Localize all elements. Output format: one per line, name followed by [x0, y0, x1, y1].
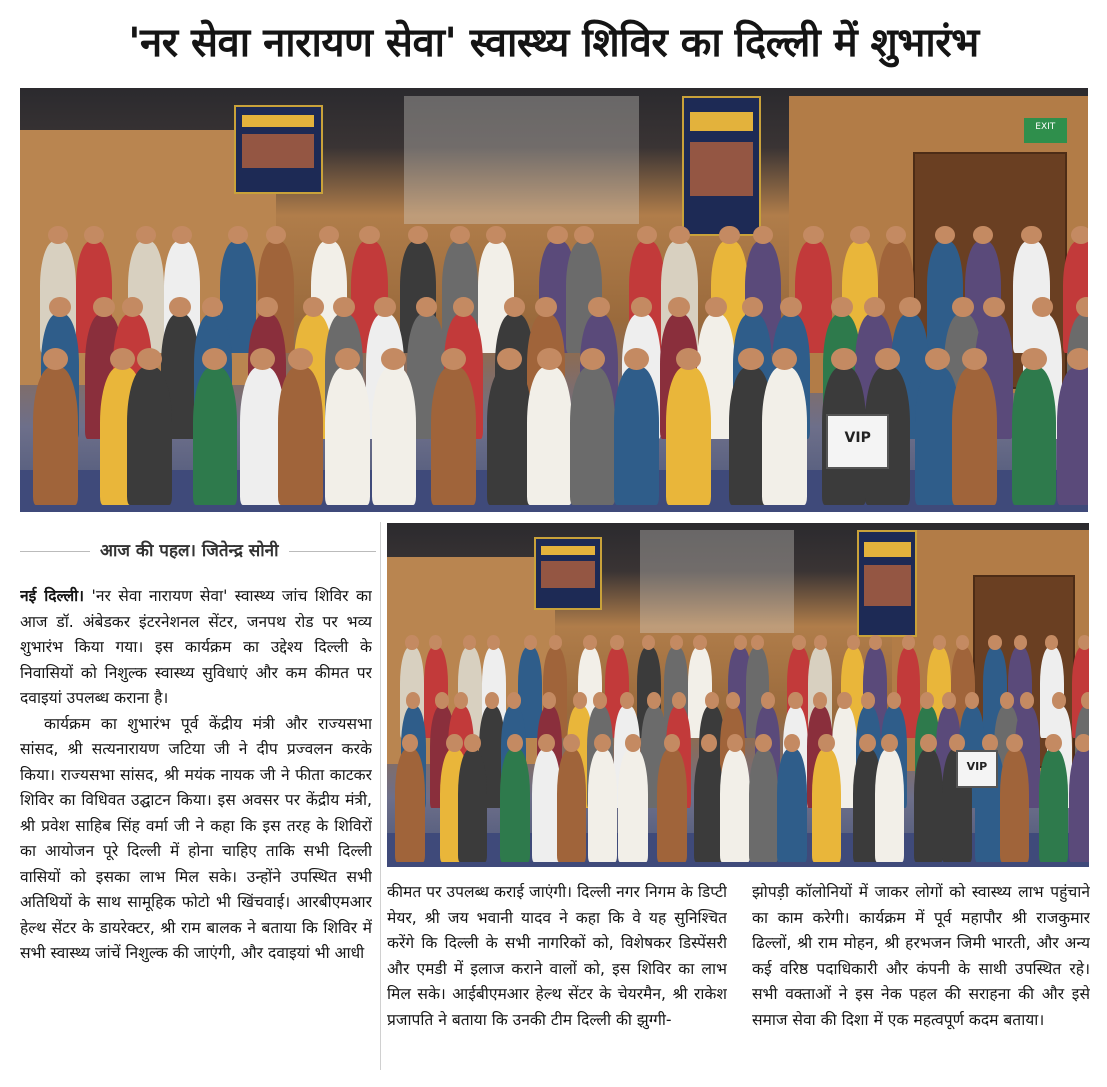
person-head	[266, 226, 286, 244]
person-head	[813, 692, 827, 708]
person-head	[359, 226, 379, 244]
article-column-3	[752, 880, 1090, 1076]
person-head	[464, 734, 481, 752]
person-head	[676, 348, 701, 370]
person-head	[335, 348, 360, 370]
person-figure	[914, 749, 943, 862]
person-head	[859, 734, 876, 752]
person-head	[441, 348, 466, 370]
article-column-2-text: कीमत पर उपलब्ध कराई जाएंगी। दिल्ली नगर निगम के डिप्टी मेयर, श्री जय भवानी यादव ने कहा कि वे यह सुनिश्चित करेंगे कि दिल्ली के सभी नागरिकों को, विशेषकर डिस्पेंसरी और एमडी में इलाज कराने वालों को, इस शिविर का लाभ मिल सके। आईबीएमआर हेल्थ सेंटर के चेयरमैन, श्री राकेश प्रजापति ने बताया कि उनकी टीम दिल्ली की झुग्गी-	[387, 883, 727, 1029]
person-head	[137, 348, 162, 370]
person-head	[814, 635, 827, 650]
person-figure	[777, 749, 806, 862]
person-head	[935, 226, 955, 244]
person-figure	[527, 367, 572, 506]
person-head	[1020, 692, 1034, 708]
person-head	[983, 297, 1005, 317]
person-figure	[33, 367, 78, 506]
person-head	[538, 734, 555, 752]
person-head	[49, 297, 71, 317]
vip-sign: VIP	[956, 750, 999, 788]
person-head	[1078, 635, 1089, 650]
exit-sign: EXIT	[1024, 118, 1067, 143]
person-head	[416, 297, 438, 317]
person-figure	[325, 367, 370, 506]
person-head	[949, 734, 966, 752]
person-figure	[1057, 367, 1088, 506]
person-head	[625, 734, 642, 752]
person-head	[965, 692, 979, 708]
article-paragraph-2: कार्यक्रम का शुभारंभ पूर्व केंद्रीय मंत्री और राज्यसभा सांसद, श्री सत्यनारायण जटिया जी ने दीप प्रज्वलन करके किया। राज्यसभा सांसद, श्री मयंक नायक जी ने फीता काटकर शिविर का विधिवत उद्घाटन किया। इस अवसर पर केंद्रीय मंत्री, श्री प्रवेश साहिब सिंह वर्मा जी ने कहा कि इस तरह के शिविरों का आयोजन पूरे दिल्ली में होना चाहिए ताकि सभी दिल्ली वासियों को इसका लाभ मिल सके। उन्होंने उपस्थित सभी अतिथियों के साथ सामूहिक फोटो भी खिंचवाई। आरबीएमआर हेल्थ सेंटर के डायरेक्टर, श्री राम बालक ने बताया कि शिविर में सभी स्वास्थ्य जांचें निशुल्क की जाएंगी, और दवाइयां भी आधी	[20, 714, 372, 962]
person-head	[333, 297, 355, 317]
person-figure	[875, 749, 904, 862]
person-head	[647, 692, 661, 708]
person-head	[453, 297, 475, 317]
person-head	[751, 635, 764, 650]
person-head	[485, 692, 499, 708]
person-head	[507, 692, 521, 708]
person-head	[902, 635, 915, 650]
person-head	[726, 692, 740, 708]
person-head	[110, 348, 135, 370]
byline-block	[20, 534, 376, 570]
person-head	[920, 692, 934, 708]
person-head	[920, 734, 937, 752]
person-head	[1006, 734, 1023, 752]
person-figure	[278, 367, 323, 506]
person-head	[672, 692, 686, 708]
person-head	[701, 734, 718, 752]
person-head	[670, 635, 683, 650]
person-head	[642, 635, 655, 650]
person-head	[887, 692, 901, 708]
person-head	[573, 692, 587, 708]
person-head	[547, 226, 567, 244]
person-figure	[557, 749, 586, 862]
person-head	[956, 635, 969, 650]
person-head	[535, 297, 557, 317]
person-head	[1052, 692, 1066, 708]
person-figure	[127, 367, 172, 506]
person-head	[784, 734, 801, 752]
person-figure	[749, 749, 778, 862]
person-head	[719, 226, 739, 244]
person-head	[463, 635, 476, 650]
crowd	[387, 599, 1089, 867]
headline: 'नर सेवा नारायण सेवा' स्वास्थ्य शिविर का दिल्ली में शुभारंभ	[128, 20, 979, 66]
person-head	[1045, 734, 1062, 752]
person-head	[435, 692, 449, 708]
person-head	[942, 692, 956, 708]
person-head	[1000, 692, 1014, 708]
person-head	[693, 635, 706, 650]
person-head	[250, 348, 275, 370]
person-head	[374, 297, 396, 317]
column-rule	[380, 522, 381, 1070]
person-head	[136, 226, 156, 244]
person-head	[588, 297, 610, 317]
person-head	[504, 297, 526, 317]
person-head	[610, 635, 623, 650]
person-head	[172, 226, 192, 244]
person-head	[202, 348, 227, 370]
person-figure	[588, 749, 617, 862]
person-figure	[1000, 749, 1029, 862]
person-figure	[618, 749, 647, 862]
person-head	[450, 226, 470, 244]
vip-sign: VIP	[826, 414, 889, 469]
article-paragraph-1	[20, 584, 372, 712]
person-figure	[500, 749, 529, 862]
person-head	[406, 692, 420, 708]
person-head	[542, 692, 556, 708]
person-figure	[952, 367, 997, 506]
person-head	[487, 635, 500, 650]
person-head	[93, 297, 115, 317]
person-figure	[614, 367, 659, 506]
crowd	[20, 181, 1088, 512]
person-figure	[1012, 367, 1057, 506]
person-figure	[458, 749, 487, 862]
person-head	[925, 348, 950, 370]
group-photo-main	[20, 88, 1088, 512]
person-head	[43, 348, 68, 370]
person-head	[402, 734, 419, 752]
person-figure	[694, 749, 723, 862]
person-head	[537, 348, 562, 370]
person-head	[1067, 348, 1088, 370]
person-head	[847, 635, 860, 650]
person-head	[742, 297, 764, 317]
person-head	[580, 348, 605, 370]
person-head	[818, 734, 835, 752]
person-figure	[395, 749, 424, 862]
paragraph-1-text: 'नर सेवा नारायण सेवा' स्वास्थ्य जांच शिविर का आज डॉ. अंबेडकर इंटरनेशनल सेंटर, जनपथ रोड पर भव्य शुभारंभ किया गया। इस कार्यक्रम का उद्देश्य दिल्ली के निवासियों को निशुल्क स्वास्थ्य सुविधाएं और कम कीमत पर दवाइयां उपलब्ध कराना है।	[20, 587, 372, 707]
byline: आज की पहल। जितेन्द्र सोनी	[90, 536, 289, 566]
person-head	[446, 734, 463, 752]
person-head	[792, 635, 805, 650]
person-head	[788, 692, 802, 708]
group-photo-second	[387, 523, 1089, 867]
person-head	[497, 348, 522, 370]
person-head	[1021, 226, 1041, 244]
person-figure	[570, 367, 615, 506]
person-figure	[193, 367, 238, 506]
person-figure	[372, 367, 417, 506]
person-head	[228, 226, 248, 244]
person-head	[169, 297, 191, 317]
person-head	[837, 692, 851, 708]
person-head	[772, 348, 797, 370]
person-head	[727, 734, 744, 752]
person-head	[803, 226, 823, 244]
person-head	[831, 297, 853, 317]
person-head	[303, 297, 325, 317]
person-figure	[657, 749, 686, 862]
person-figure	[1069, 749, 1089, 862]
person-head	[780, 297, 802, 317]
person-head	[881, 734, 898, 752]
dateline: नई दिल्ली।	[20, 587, 85, 605]
person-head	[850, 226, 870, 244]
person-head	[753, 226, 773, 244]
person-head	[1014, 635, 1027, 650]
person-head	[405, 635, 418, 650]
person-head	[962, 348, 987, 370]
person-head	[256, 297, 278, 317]
person-head	[319, 226, 339, 244]
person-head	[122, 297, 144, 317]
person-head	[755, 734, 772, 752]
person-head	[988, 635, 1001, 650]
person-head	[738, 348, 763, 370]
person-figure	[762, 367, 807, 506]
person-figure	[1039, 749, 1068, 862]
person-head	[664, 734, 681, 752]
person-head	[982, 734, 999, 752]
person-head	[620, 692, 634, 708]
person-figure	[666, 367, 711, 506]
person-head	[899, 297, 921, 317]
person-head	[875, 348, 900, 370]
person-head	[429, 635, 442, 650]
person-head	[1032, 297, 1054, 317]
person-head	[624, 348, 649, 370]
person-head	[574, 226, 594, 244]
person-head	[831, 348, 856, 370]
article-column-2	[387, 880, 727, 1076]
person-figure	[431, 367, 476, 506]
person-head	[869, 635, 882, 650]
person-figure	[487, 367, 532, 506]
person-head	[864, 297, 886, 317]
person-head	[524, 635, 537, 650]
person-head	[288, 348, 313, 370]
person-head	[734, 635, 747, 650]
person-head	[1045, 635, 1058, 650]
person-head	[549, 635, 562, 650]
person-head	[669, 226, 689, 244]
person-head	[583, 635, 596, 650]
person-head	[594, 734, 611, 752]
person-head	[1021, 348, 1046, 370]
person-head	[705, 692, 719, 708]
person-head	[933, 635, 946, 650]
person-head	[1081, 692, 1089, 708]
person-head	[507, 734, 524, 752]
person-head	[705, 297, 727, 317]
article-column-3-text: झोपड़ी कॉलोनियों में जाकर लोगों को स्वास्थ्य लाभ पहुंचाने का काम करेगी। कार्यक्रम में पूर्व महापौर श्री राजकुमार ढिल्लों, श्री राम मोहन, श्री हरभजन जिमी भारती, और अन्य कई वरिष्ठ पदाधिकारी और कंपनी के साथी उपस्थित रहे। सभी वक्ताओं ने इस नेक पहल की सराहना की और इसे समाज सेवा की दिशा में एक महत्वपूर्ण कदम बताया।	[752, 883, 1090, 1029]
person-figure	[812, 749, 841, 862]
person-head	[563, 734, 580, 752]
person-head	[952, 297, 974, 317]
person-head	[631, 297, 653, 317]
person-head	[84, 226, 104, 244]
person-head	[593, 692, 607, 708]
person-head	[761, 692, 775, 708]
person-head	[973, 226, 993, 244]
person-head	[637, 226, 657, 244]
person-head	[668, 297, 690, 317]
person-head	[1071, 226, 1088, 244]
person-figure	[720, 749, 749, 862]
person-head	[1075, 734, 1089, 752]
person-head	[381, 348, 406, 370]
person-head	[454, 692, 468, 708]
article-column-1	[20, 584, 372, 1074]
